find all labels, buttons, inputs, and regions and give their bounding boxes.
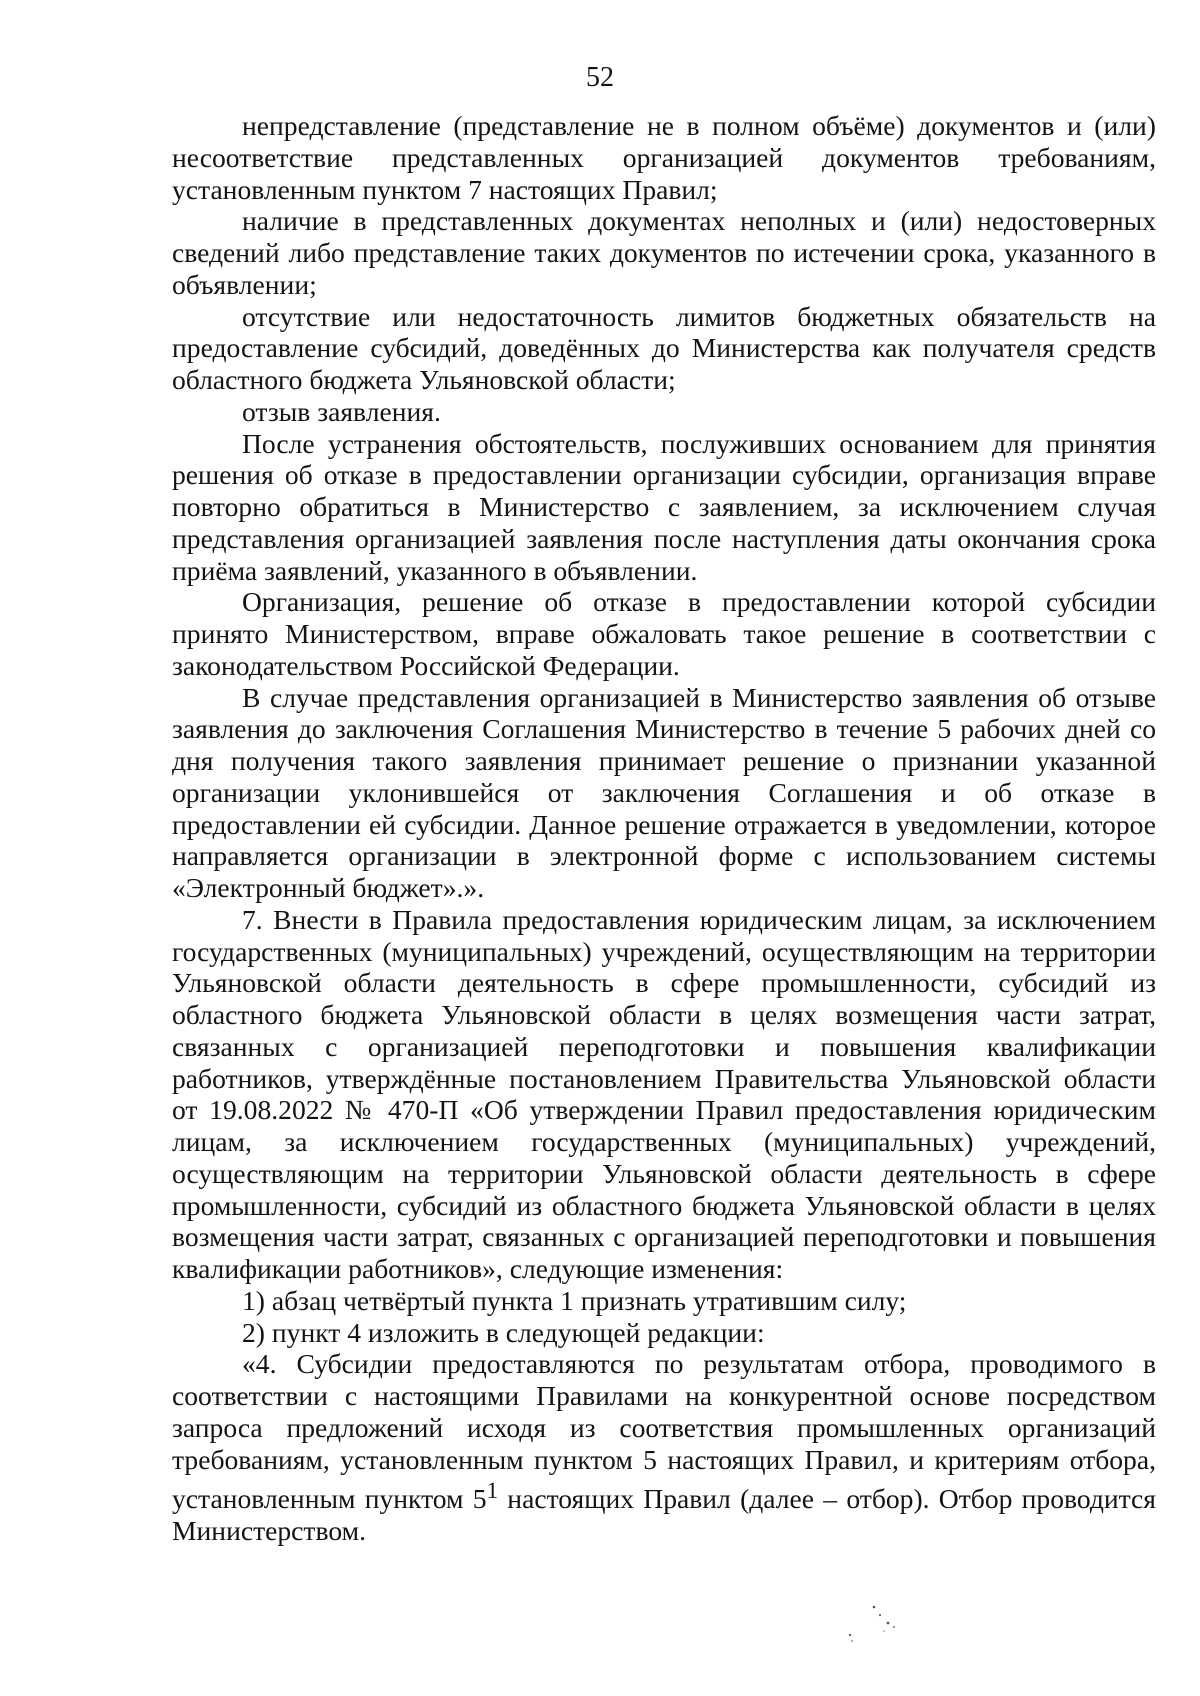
document-body xyxy=(172,110,1156,1547)
paragraph-text: настоящих Правил (далее – отбор). Отбор проводится Министерством. xyxy=(172,1483,1156,1547)
scan-specks xyxy=(836,1595,916,1655)
paragraph: В случае представления организацией в Министерство заявления об отзыве заявления до заключения Соглашения Министерство в течение 5 рабочих дней со дня получения такого заявления принимает решение о признании указанной организации уклонившейся от заключения Соглашения и об отказе в предоставлении ей субсидии. Данное решение отражается в уведомлении, которое направляется организации в электронной форме с использованием системы «Электронный бюджет».». xyxy=(172,681,1156,903)
paragraph-text: «4. Субсидии предоставляются по результатам отбора, проводимого в соответствии с настоящими Правилами на конкурентной основе посредством запроса предложений исходя из соответствия промышленных организаций требованиям, установленным пунктом 5 настоящих Правил, и критериям отбора, установленным пунктом 5 xyxy=(172,1348,1156,1515)
paragraph-last xyxy=(172,1348,1156,1547)
paragraph: отсутствие или недостаточность лимитов бюджетных обязательств на предоставление субсидий, доведённых до Министерства как получателя средств областного бюджета Ульяновской области; xyxy=(172,300,1156,395)
page-number: 52 xyxy=(586,62,614,93)
paragraph: 2) пункт 4 изложить в следующей редакции: xyxy=(242,1316,765,1348)
paragraph: 1) абзац четвёртый пункта 1 признать утратившим силу; xyxy=(242,1284,907,1316)
paragraph: Организация, решение об отказе в предоставлении которой субсидии принято Министерством, вправе обжаловать такое решение в соответствии с законодательством Российской Федерации. xyxy=(172,586,1156,681)
paragraph: непредставление (представление не в полном объёме) документов и (или) несоответствие представленных организацией документов требованиям, установленным пунктом 7 настоящих Правил; xyxy=(172,110,1156,205)
paragraph: отзыв заявления. xyxy=(242,395,441,427)
paragraph: наличие в представленных документах неполных и (или) недостоверных сведений либо представление таких документов по истечении срока, указанного в объявлении; xyxy=(172,205,1156,300)
paragraph: После устранения обстоятельств, послуживших основанием для принятия решения об отказе в предоставлении организации субсидии, организация вправе повторно обратиться в Министерство с заявлением, за исключением случая представления организацией заявления после наступления даты окончания срока приёма заявлений, указанного в объявлении. xyxy=(172,427,1156,586)
superscript: 1 xyxy=(486,1478,499,1504)
paragraph: 7. Внести в Правила предоставления юридическим лицам, за исключением государственных (муниципальных) учреждений, осуществляющим на территории Ульяновской области деятельность в сфере промышленности, субсидий из областного бюджета Ульяновской области в целях возмещения части затрат, связанных с организацией переподготовки и повышения квалификации работников, утверждённые постановлением Правительства Ульяновской области от 19.08.2022 № 470-П «Об утверждении Правил предоставления юридическим лицам, за исключением государственных (муниципальных) учреждений, осуществляющим на территории Ульяновской области деятельность в сфере промышленности, субсидий из областного бюджета Ульяновской области в целях возмещения части затрат, связанных с организацией переподготовки и повышения квалификации работников», следующие изменения: xyxy=(172,903,1156,1284)
